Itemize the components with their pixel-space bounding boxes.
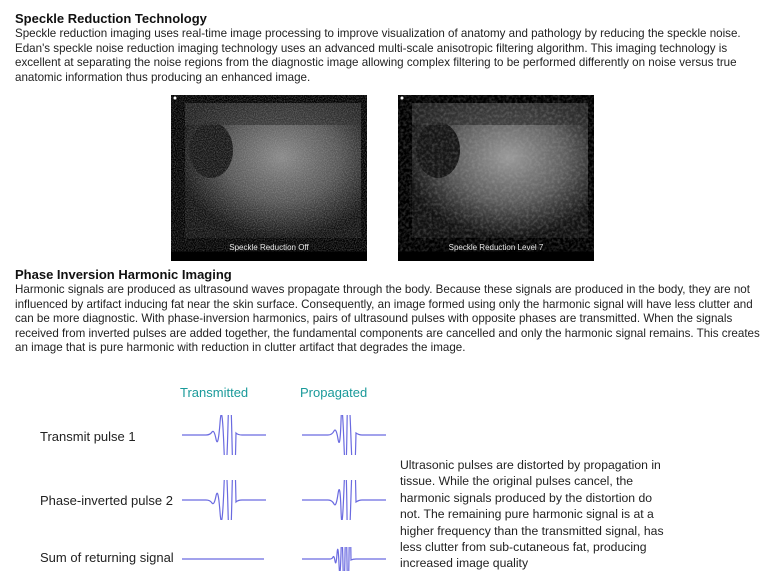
speckle-paragraph: Speckle reduction imaging uses real-time image processing to improve visualization of anatomy and pathology by reducing the speckle noise. Edan's speckle noise reduction imaging technology uses an advanced multi-scale anisotropic filtering algorithm. This imaging technology is excellent at separating the noise regions from the diagnostic image allowing complex filtering to be performed differently on noise versus true anatomic information thus producing an enhanced image. — [15, 27, 741, 84]
column-header-propagated: Propagated — [300, 385, 368, 400]
ultrasound-scan-graphic — [171, 95, 367, 261]
ultrasound-image-off — [171, 95, 367, 261]
transmitted-pulse-2-waveform — [182, 480, 266, 520]
column-header-transmitted: Transmitted — [180, 385, 249, 400]
harmonic-distortion-note: Ultrasonic pulses are distorted by propagation in tissue. While the original pulses cancel, the harmonic signals produced by the distortion do not. The remaining pure harmonic signal is at a higher frequency than the transmitted signal, has less clutter from sub-cutaneous fat, producing increased image quality — [400, 458, 664, 571]
harmonic-title: Phase Inversion Harmonic Imaging — [15, 267, 232, 282]
harmonic-paragraph: Harmonic signals are produced as ultrasound waves propagate through the body. Because these signals are produced in the body, they are not influenced by artifact inducing fat near the skin surface. Consequently, an image formed using only the harmonic signal will have less clutter and can be more diagnostic. With phase-inversion harmonics, pairs of ultrasound pulses with opposite phases are transmitted. When the signals received from inverted pulses are added together, the fundamental components are cancelled and only the harmonic signal remains. This creates an image that is pure harmonic with reduction in clutter artifact that degrades the image. — [15, 283, 760, 355]
row-label-phase-inverted-pulse-2: Phase-inverted pulse 2 — [40, 493, 173, 508]
transmitted-sum-waveform — [182, 547, 266, 571]
image-caption-level7: Speckle Reduction Level 7 — [448, 243, 544, 252]
row-label-transmit-pulse-1: Transmit pulse 1 — [40, 429, 136, 444]
ultrasound-image-level7 — [398, 95, 594, 261]
speckle-title: Speckle Reduction Technology — [15, 11, 207, 26]
ultrasound-scan-graphic — [398, 95, 594, 261]
propagated-pulse-2-waveform — [302, 480, 386, 520]
row-label-sum-returning-signal: Sum of returning signal — [40, 550, 174, 565]
propagated-sum-waveform — [302, 547, 386, 571]
image-caption-off: Speckle Reduction Off — [229, 243, 309, 252]
transmitted-pulse-1-waveform — [182, 415, 266, 455]
propagated-pulse-1-waveform — [302, 415, 386, 455]
